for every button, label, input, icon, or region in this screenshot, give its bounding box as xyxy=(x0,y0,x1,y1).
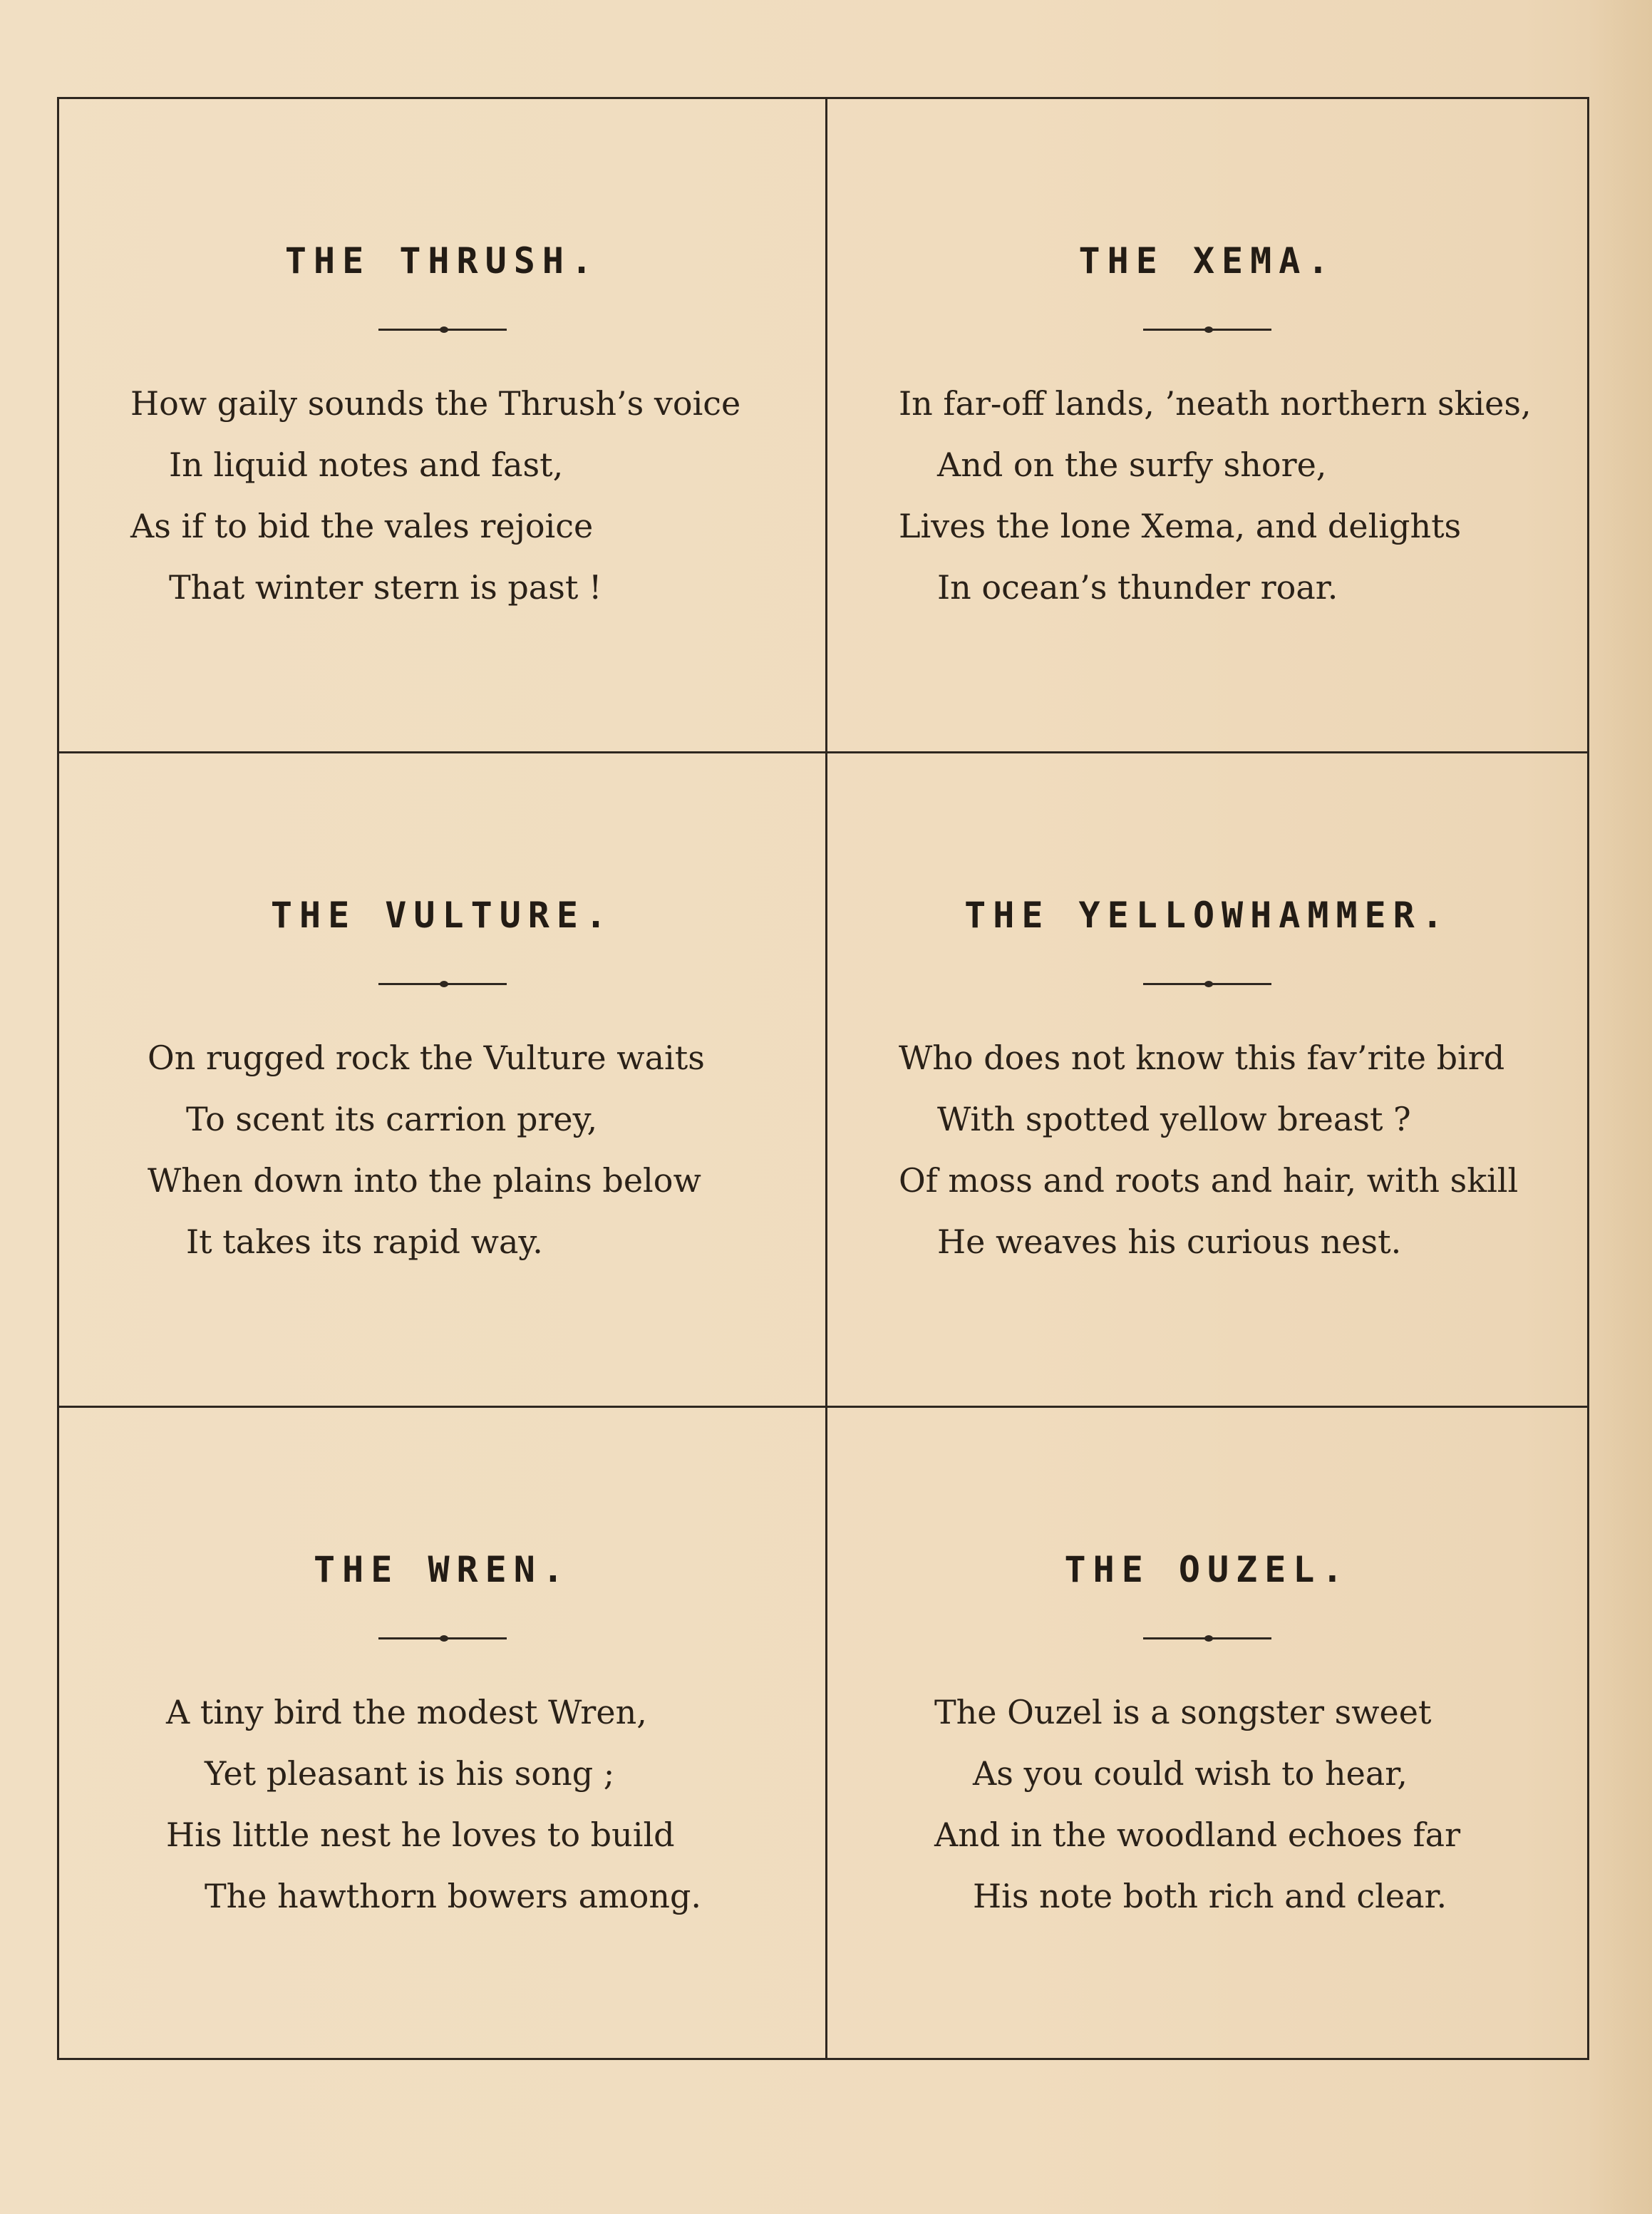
poem-title: THE VULTURE. xyxy=(270,895,614,936)
poem-verse xyxy=(899,1027,1518,1272)
verse-line: Of moss and roots and hair, with skill xyxy=(899,1161,1519,1200)
verse-line: When down into the plains below xyxy=(148,1161,701,1200)
verse-line: Who does not know this fav’rite bird xyxy=(899,1039,1505,1077)
verse-line: That winter stern is past ! xyxy=(169,568,602,607)
ornamental-divider xyxy=(378,1637,507,1639)
poem-verse xyxy=(899,373,1532,618)
verse-line: And in the woodland echoes far xyxy=(934,1816,1461,1854)
poem-card-ouzel xyxy=(827,1408,1587,2058)
poem-verse xyxy=(934,1682,1460,1927)
ornamental-divider xyxy=(1143,1637,1271,1639)
verse-line: The hawthorn bowers among. xyxy=(205,1877,702,1915)
verse-line: How gaily sounds the Thrush’s voice xyxy=(130,384,741,423)
verse-line: As if to bid the vales rejoice xyxy=(130,507,594,545)
verse-line: He weaves his curious nest. xyxy=(937,1222,1402,1261)
ornamental-divider xyxy=(378,329,507,331)
verse-line: His note both rich and clear. xyxy=(973,1877,1447,1915)
verse-line: It takes its rapid way. xyxy=(186,1222,543,1261)
poem-title: THE YELLOWHAMMER. xyxy=(964,895,1450,936)
poem-card-thrush xyxy=(59,99,827,753)
verse-line: Yet pleasant is his song ; xyxy=(205,1754,615,1793)
ornamental-divider xyxy=(1143,329,1271,331)
verse-line: In liquid notes and fast, xyxy=(169,446,564,484)
page-edge-shadow xyxy=(1588,0,1652,2214)
verse-line: His little nest he loves to build xyxy=(166,1816,675,1854)
poem-title: THE THRUSH. xyxy=(284,240,600,282)
verse-line: A tiny bird the modest Wren, xyxy=(166,1693,647,1731)
poem-title: THE XEMA. xyxy=(1078,240,1336,282)
verse-line: In ocean’s thunder roar. xyxy=(937,568,1338,607)
poem-card-vulture xyxy=(59,753,827,1408)
verse-line: And on the surfy shore, xyxy=(937,446,1327,484)
verse-line: As you could wish to hear, xyxy=(973,1754,1408,1793)
verse-line: With spotted yellow breast ? xyxy=(937,1100,1411,1138)
poem-card-xema xyxy=(827,99,1587,753)
poem-verse xyxy=(166,1682,701,1927)
ornamental-divider xyxy=(1143,983,1271,985)
poem-card-wren xyxy=(59,1408,827,2058)
verse-line: Lives the lone Xema, and delights xyxy=(899,507,1462,545)
verse-line: The Ouzel is a songster sweet xyxy=(934,1693,1432,1731)
poem-card-yellowhammer xyxy=(827,753,1587,1408)
poem-grid xyxy=(57,97,1589,2060)
verse-line: To scent its carrion prey, xyxy=(186,1100,598,1138)
verse-line: In far-off lands, ’neath northern skies, xyxy=(899,384,1532,423)
verse-line: On rugged rock the Vulture waits xyxy=(148,1039,705,1077)
poem-title: THE OUZEL. xyxy=(1064,1549,1351,1590)
poem-verse xyxy=(130,373,740,618)
poem-verse xyxy=(148,1027,705,1272)
ornamental-divider xyxy=(378,983,507,985)
poem-title: THE WREN. xyxy=(314,1549,571,1590)
